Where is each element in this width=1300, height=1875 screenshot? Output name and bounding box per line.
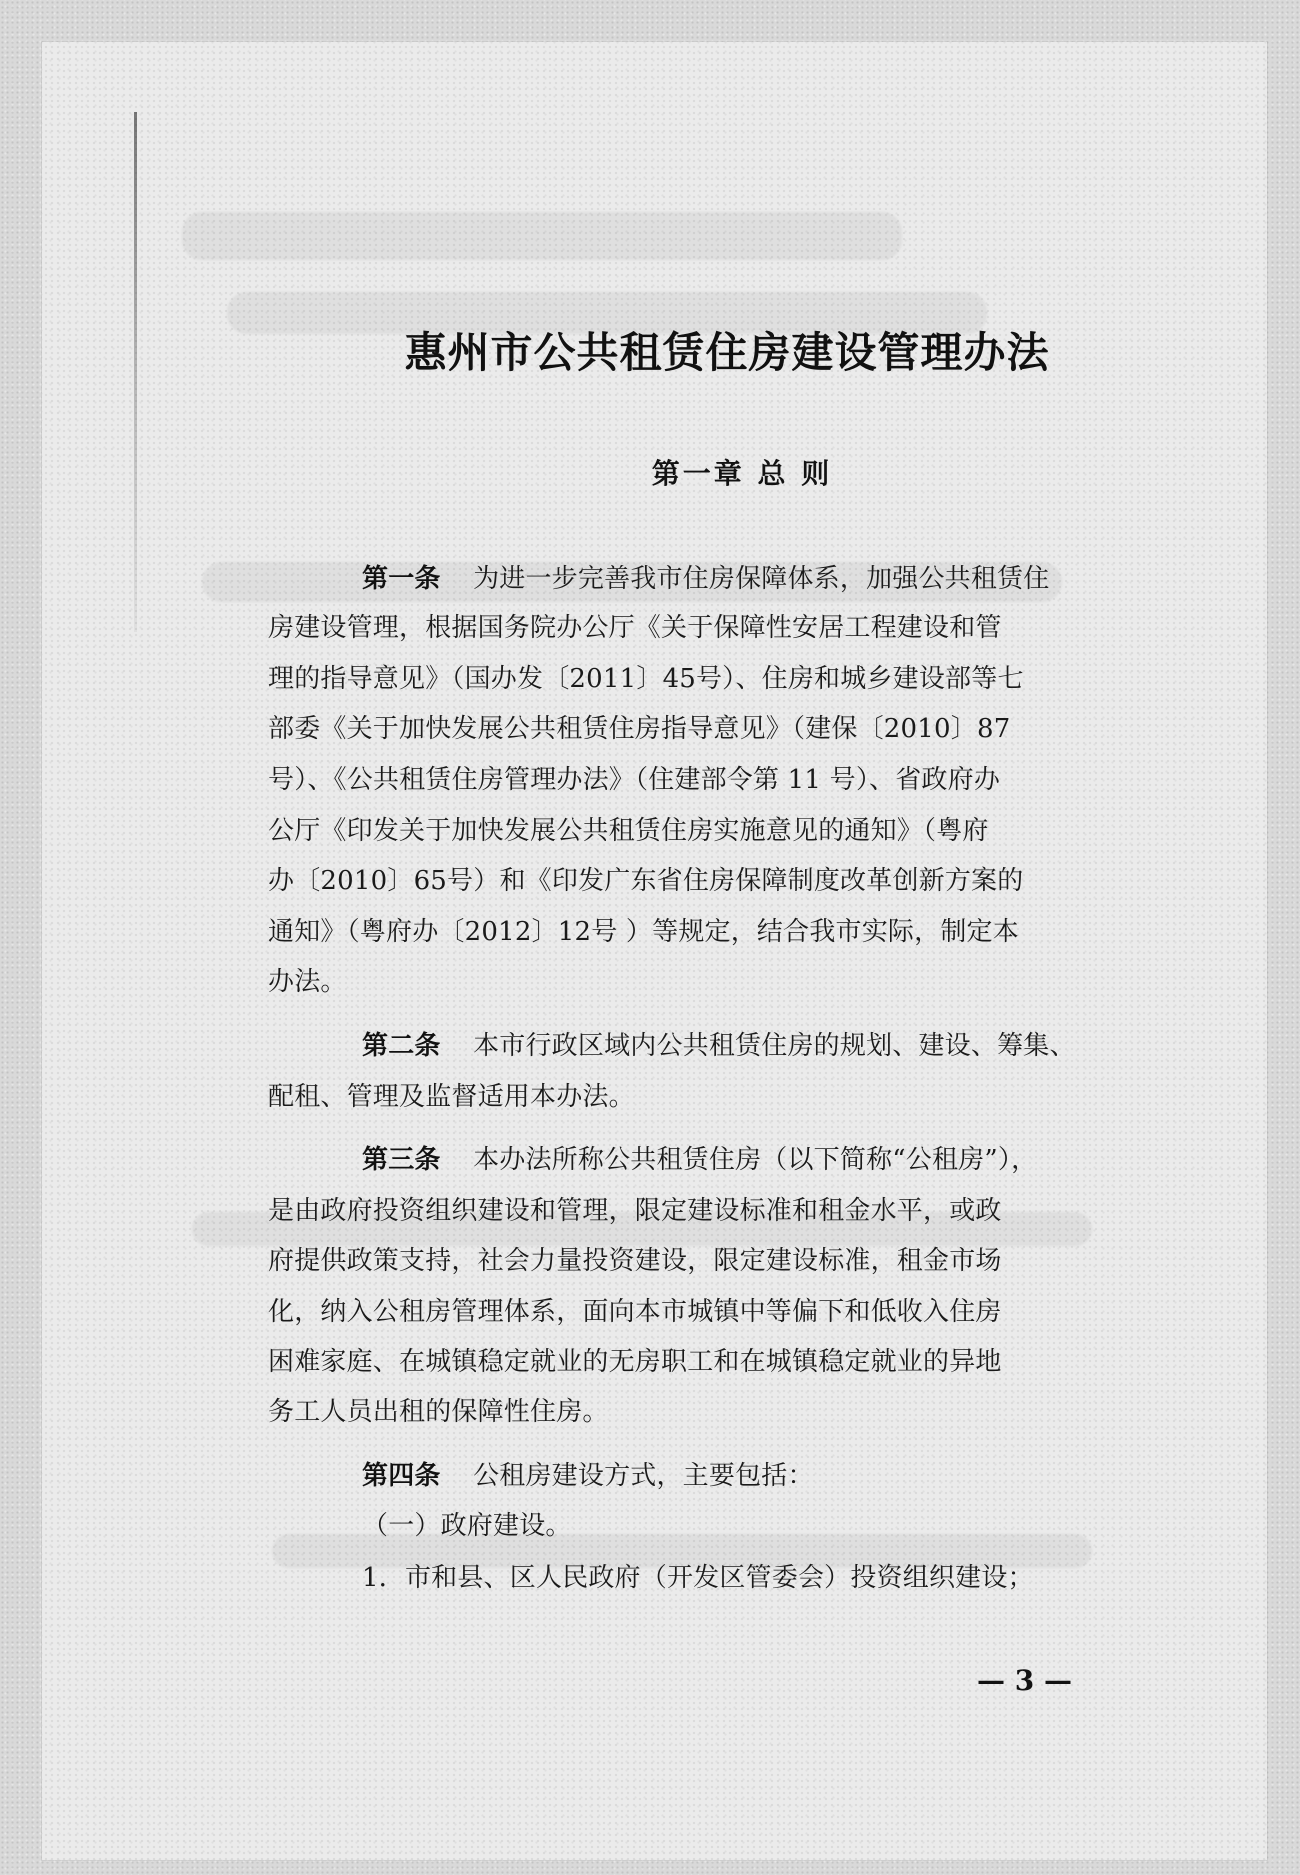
faint-scan-mark — [182, 212, 902, 260]
article-2-text-1: 本市行政区域内公共租赁住房的规划、建设、筹集、 — [473, 1031, 1076, 1061]
article-3-line-1 — [362, 1145, 1167, 1176]
article-1-line-7: 办〔2010〕65号）和《印发广东省住房保障制度改革创新方案的 — [268, 866, 1024, 896]
article-1-label: 第一条 — [362, 564, 441, 594]
article-1-line-2: 房建设管理，根据国务院办公厅《关于保障性安居工程建设和管 — [268, 613, 1002, 643]
article-3-line-2: 是由政府投资组织建设和管理，限定建设标准和租金水平，或政 — [268, 1196, 1002, 1226]
document-page — [42, 42, 1267, 1860]
article-1-line-3: 理的指导意见》（国办发〔2011〕45号）、住房和城乡建设部等七 — [268, 664, 1024, 694]
article-1-line-8: 通知》（粤府办〔2012〕12号 ）等规定，结合我市实际，制定本 — [268, 917, 1019, 947]
article-4-line-2: （一）政府建设。 — [362, 1511, 572, 1541]
article-1-line-6: 公厅《印发关于加快发展公共租赁住房实施意见的通知》（粤府 — [268, 816, 989, 846]
article-1-line-4: 部委《关于加快发展公共租赁住房指导意见》（建保〔2010〕87 — [268, 714, 1011, 744]
article-1-line-9: 办法。 — [268, 967, 347, 997]
document-title: 惠州市公共租赁住房建设管理办法 — [404, 328, 1050, 377]
article-4-line-3: 1．市和县、区人民政府（开发区管委会）投资组织建设； — [362, 1563, 1034, 1593]
article-3-line-4: 化，纳入公租房管理体系，面向本市城镇中等偏下和低收入住房 — [268, 1297, 1002, 1327]
article-1-line-1 — [362, 564, 1167, 595]
article-1-line-5: 号）、《公共租赁住房管理办法》（住建部令第 11 号）、省政府办 — [268, 765, 1001, 795]
article-3-line-5: 困难家庭、在城镇稳定就业的无房职工和在城镇稳定就业的异地 — [268, 1347, 1002, 1377]
page-number: — 3 — — [977, 1664, 1072, 1697]
article-2-label: 第二条 — [362, 1031, 441, 1061]
scan-edge-mark — [134, 112, 137, 632]
article-4-text-1: 公租房建设方式，主要包括： — [473, 1461, 814, 1491]
article-4-label: 第四条 — [362, 1461, 441, 1491]
article-2-line-1 — [362, 1031, 1167, 1062]
article-3-text-1: 本办法所称公共租赁住房（以下简称“公租房”）， — [473, 1145, 1038, 1175]
article-2-line-2: 配租、管理及监督适用本办法。 — [268, 1082, 635, 1112]
chapter-heading: 第一章 总 则 — [651, 457, 833, 490]
article-1-text-1: 为进一步完善我市住房保障体系，加强公共租赁住 — [473, 564, 1050, 594]
article-3-line-3: 府提供政策支持，社会力量投资建设，限定建设标准，租金市场 — [268, 1246, 1002, 1276]
article-3-line-6: 务工人员出租的保障性住房。 — [268, 1397, 609, 1427]
article-4-line-1 — [362, 1461, 1167, 1492]
article-3-label: 第三条 — [362, 1145, 441, 1175]
